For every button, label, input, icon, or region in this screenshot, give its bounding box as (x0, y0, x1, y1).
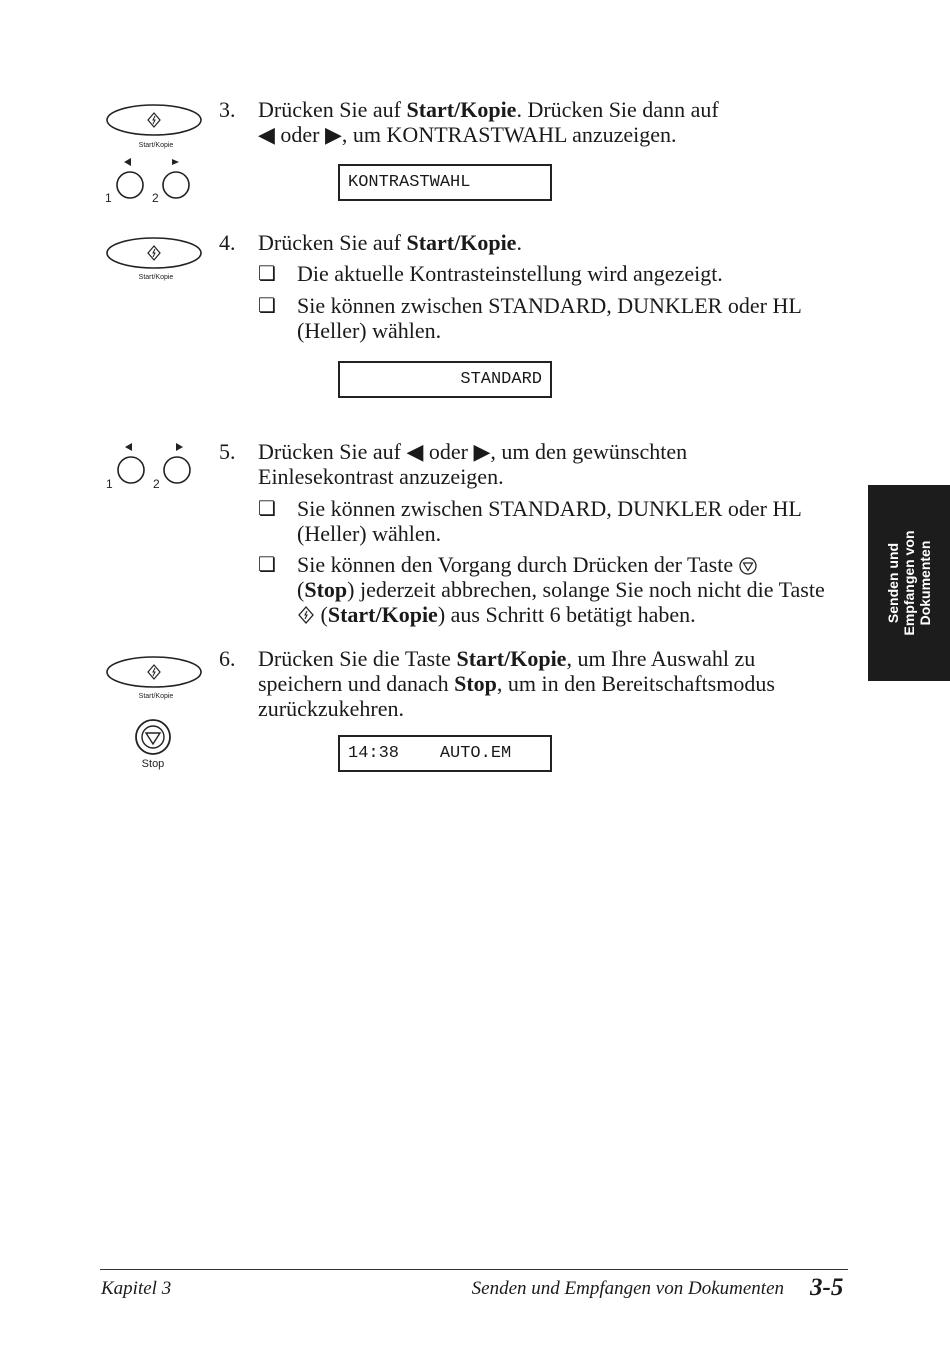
bullet-text: Sie können zwischen STANDARD, DUNKLER oder HL (Heller) wählen. (297, 496, 801, 546)
stop-symbol-icon (739, 557, 757, 575)
lcd-display: STANDARD (338, 361, 552, 398)
step-text: Drücken Sie auf ◀ oder ▶, um den gewünschten Einlesekontrast anzuzeigen. (258, 439, 688, 489)
svg-text:2: 2 (153, 477, 160, 491)
start-kopie-button-icon (104, 102, 204, 150)
step-text: Drücken Sie auf Start/Kopie. Drücken Sie dann auf ◀ oder ▶, um KONTRASTWAHL anzuzeigen. (258, 97, 719, 147)
svg-text:Start/Kopie: Start/Kopie (138, 274, 174, 281)
side-tab-line: Empfangen von (901, 530, 917, 636)
footer-chapter: Kapitel 3 (101, 1278, 172, 1299)
lcd-display: 14:38 AUTO.EM (338, 735, 552, 772)
arrow-keys-icon (103, 440, 199, 492)
footer-section-title: Senden und Empfangen von Dokumenten (471, 1278, 784, 1299)
step-number: 3. (219, 97, 236, 122)
bullet-checkbox-icon: ❏ (258, 263, 276, 285)
step-number: 5. (219, 439, 236, 464)
bullet-text: Sie können den Vorgang durch Drücken der Taste (Stop) jederzeit abbrechen, solange Sie noch nicht die Taste (Start/Kopie) aus Schritt 6 betätigt haben. (297, 552, 825, 627)
footer-divider (100, 1269, 848, 1270)
step-number: 4. (219, 230, 236, 255)
svg-text:2: 2 (152, 191, 159, 205)
step-text: Drücken Sie auf Start/Kopie. (258, 230, 522, 255)
bullet-text: Die aktuelle Kontrasteinstellung wird angezeigt. (297, 261, 723, 286)
bullet-text: Sie können zwischen STANDARD, DUNKLER oder HL (Heller) wählen. (297, 293, 801, 343)
start-symbol-icon (297, 606, 315, 624)
svg-text:1: 1 (106, 477, 113, 491)
svg-text:Stop: Stop (141, 758, 165, 770)
chapter-side-tab (868, 485, 950, 681)
lcd-display: KONTRASTWAHL (338, 164, 552, 201)
stop-button-icon (130, 718, 176, 774)
svg-text:Start/Kopie: Start/Kopie (138, 142, 174, 149)
svg-text:1: 1 (105, 191, 112, 205)
page-number: 3-5 (810, 1274, 844, 1301)
side-tab-line: Dokumenten (917, 540, 933, 626)
bullet-checkbox-icon: ❏ (258, 554, 276, 576)
start-kopie-button-icon (104, 654, 204, 702)
arrow-keys-icon (102, 155, 198, 207)
svg-text:Start/Kopie: Start/Kopie (138, 693, 174, 700)
bullet-checkbox-icon: ❏ (258, 498, 276, 520)
step-number: 6. (219, 646, 236, 671)
start-kopie-button-icon (104, 235, 204, 283)
bullet-checkbox-icon: ❏ (258, 295, 276, 317)
step-text: Drücken Sie die Taste Start/Kopie, um Ihre Auswahl zu speichern und danach Stop, um in den Bereitschaftsmodus zurückzukehren. (258, 646, 775, 721)
side-tab-line: Senden und (885, 542, 901, 624)
